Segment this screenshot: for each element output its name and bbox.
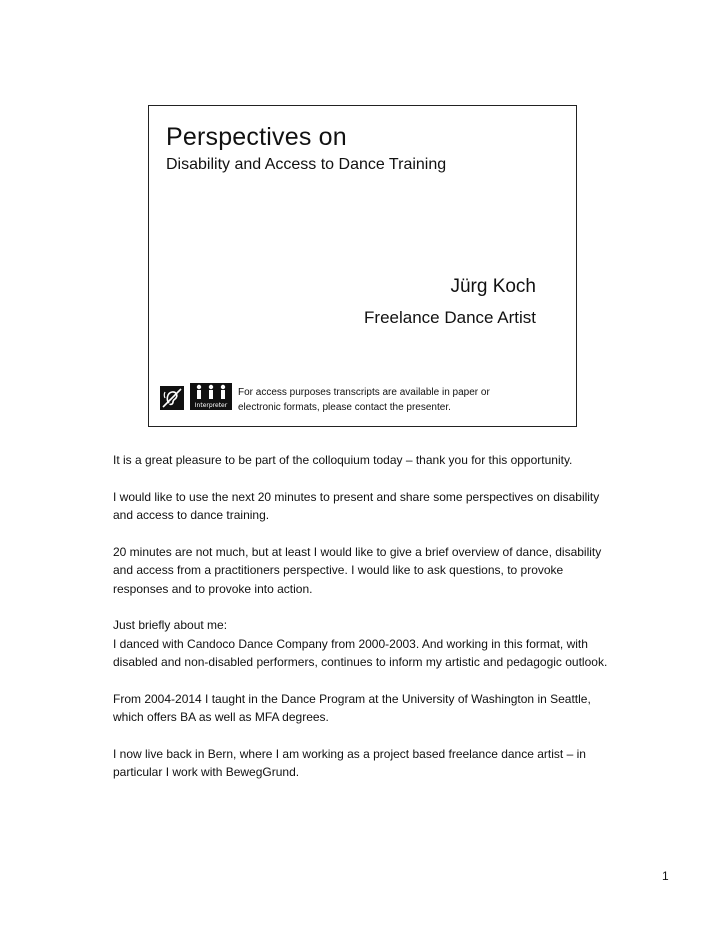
notes-paragraph-3: 20 minutes are not much, but at least I would like to give a brief overview of dance, disability and access from a practitioners perspective. I would like to ask questions, to provoke responses and to provoke into action. <box>113 544 602 596</box>
notes-paragraph-1: It is a great pleasure to be part of the colloquium today – thank you for this opportunity. <box>113 453 573 467</box>
interpreter-icon <box>190 383 232 410</box>
notes-paragraph-2: I would like to use the next 20 minutes to present and share some perspectives on disability and access to dance training. <box>113 489 600 522</box>
access-note-line2: electronic formats, please contact the presenter. <box>238 402 451 413</box>
interpreter-people-graphic <box>190 383 232 401</box>
hearing-loop-icon <box>160 386 184 410</box>
access-note-line1: For access purposes transcripts are available in paper or <box>238 387 490 398</box>
access-note <box>238 385 538 415</box>
speaker-notes <box>113 451 613 800</box>
hearing-loop-icon-graphic <box>160 386 184 410</box>
slide-title: Perspectives on <box>166 123 347 151</box>
notes-paragraph-5: From 2004-2014 I taught in the Dance Program at the University of Washington in Seattle, which offers BA as well as MFA degrees. <box>113 691 591 724</box>
notes-paragraph-4-intro: Just briefly about me: <box>113 618 228 632</box>
slide-subtitle: Disability and Access to Dance Training <box>166 156 447 173</box>
notes-paragraph-6: I now live back in Bern, where I am working as a project based freelance dance artist – in particular I work with BewegGrund. <box>113 746 586 779</box>
notes-paragraph-4: I danced with Candoco Dance Company from 2000-2003. And working in this format, with disabled and non-disabled performers, continues to inform my artistic and pedagogic outlook. <box>113 636 608 669</box>
slide-thumbnail <box>148 105 577 427</box>
interpreter-label: Interpreter <box>190 401 232 410</box>
slide-author: Jürg Koch <box>450 276 536 297</box>
slide-role: Freelance Dance Artist <box>364 308 536 327</box>
page-number: 1 <box>662 869 669 883</box>
access-icons <box>160 383 232 410</box>
